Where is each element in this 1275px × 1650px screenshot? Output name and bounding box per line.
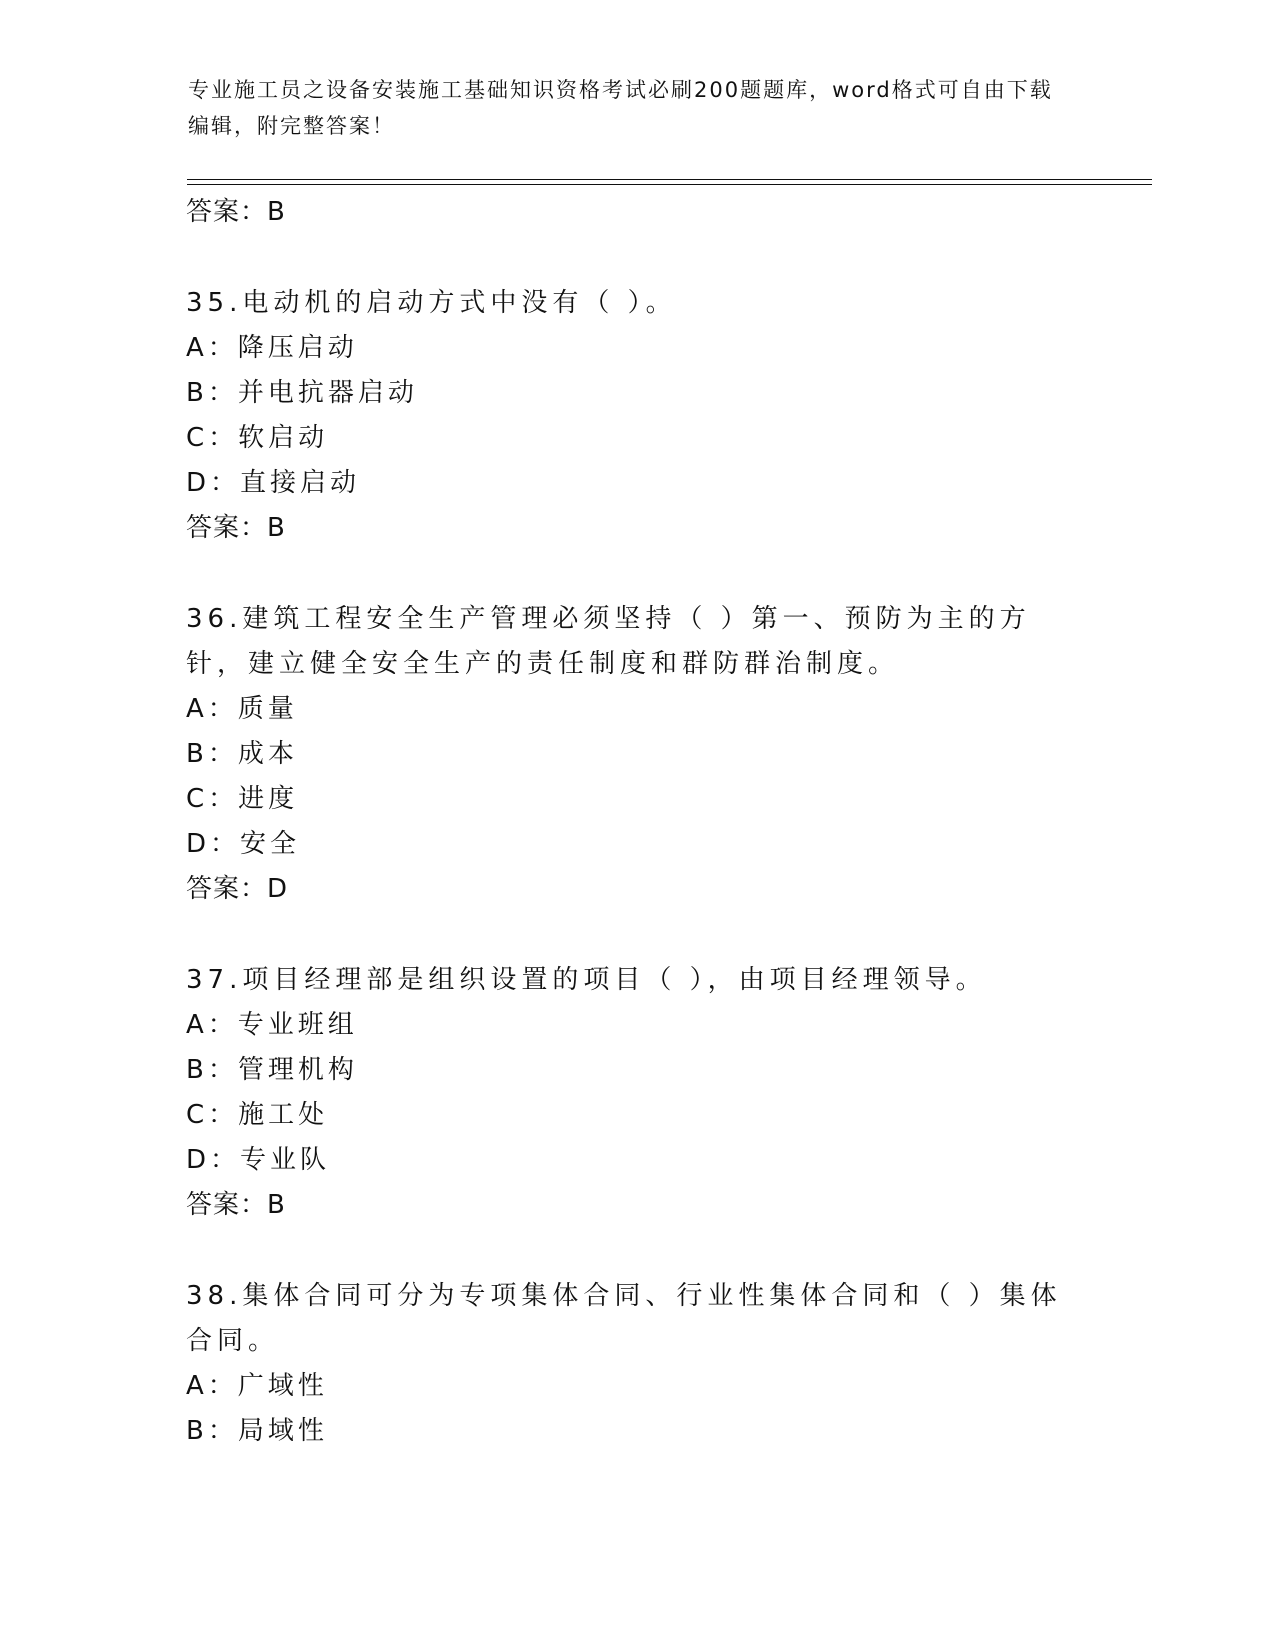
question-36 xyxy=(186,597,1086,912)
option-c: C：施工处 xyxy=(186,1100,329,1130)
option-c: C：进度 xyxy=(186,784,299,814)
option-d: D：专业队 xyxy=(186,1145,331,1175)
question-text: 38.集体合同可分为专项集体合同、行业性集体合同和（ ）集体合同。 xyxy=(186,1281,1062,1356)
spacer xyxy=(186,235,1086,281)
question-37 xyxy=(186,958,1086,1228)
question-35 xyxy=(186,281,1086,551)
question-38 xyxy=(186,1274,1086,1454)
question-text: 35.电动机的启动方式中没有（ ）。 xyxy=(186,288,677,318)
answer-line: 答案：B xyxy=(186,197,286,227)
answer-line: 答案：B xyxy=(186,1190,286,1220)
question-text: 36.建筑工程安全生产管理必须坚持（ ）第一、预防为主的方针，建立健全安全生产的责任制度和群防群治制度。 xyxy=(186,604,1031,679)
spacer xyxy=(186,912,1086,958)
header-rule-top xyxy=(187,179,1152,180)
option-b: B：管理机构 xyxy=(186,1055,358,1085)
document-header: 专业施工员之设备安装施工基础知识资格考试必刷200题题库，word格式可自由下载编辑，附完整答案！ xyxy=(188,78,1053,138)
option-b: B：并电抗器启动 xyxy=(186,378,418,408)
option-b: B：成本 xyxy=(186,739,298,769)
option-a: A：降压启动 xyxy=(186,333,358,363)
answer-line: 答案：D xyxy=(186,874,289,904)
option-c: C：软启动 xyxy=(186,423,329,453)
spacer xyxy=(186,551,1086,597)
option-a: A：专业班组 xyxy=(186,1010,358,1040)
option-d: D：安全 xyxy=(186,829,301,859)
option-a: A：广域性 xyxy=(186,1371,328,1401)
spacer xyxy=(186,1228,1086,1274)
option-b: B：局域性 xyxy=(186,1416,328,1446)
option-d: D：直接启动 xyxy=(186,468,361,498)
answer-line: 答案：B xyxy=(186,513,286,543)
header-rule-bottom xyxy=(187,184,1152,185)
question-list xyxy=(186,190,1086,1454)
option-a: A：质量 xyxy=(186,694,298,724)
question-text: 37.项目经理部是组织设置的项目（ ），由项目经理领导。 xyxy=(186,965,987,995)
